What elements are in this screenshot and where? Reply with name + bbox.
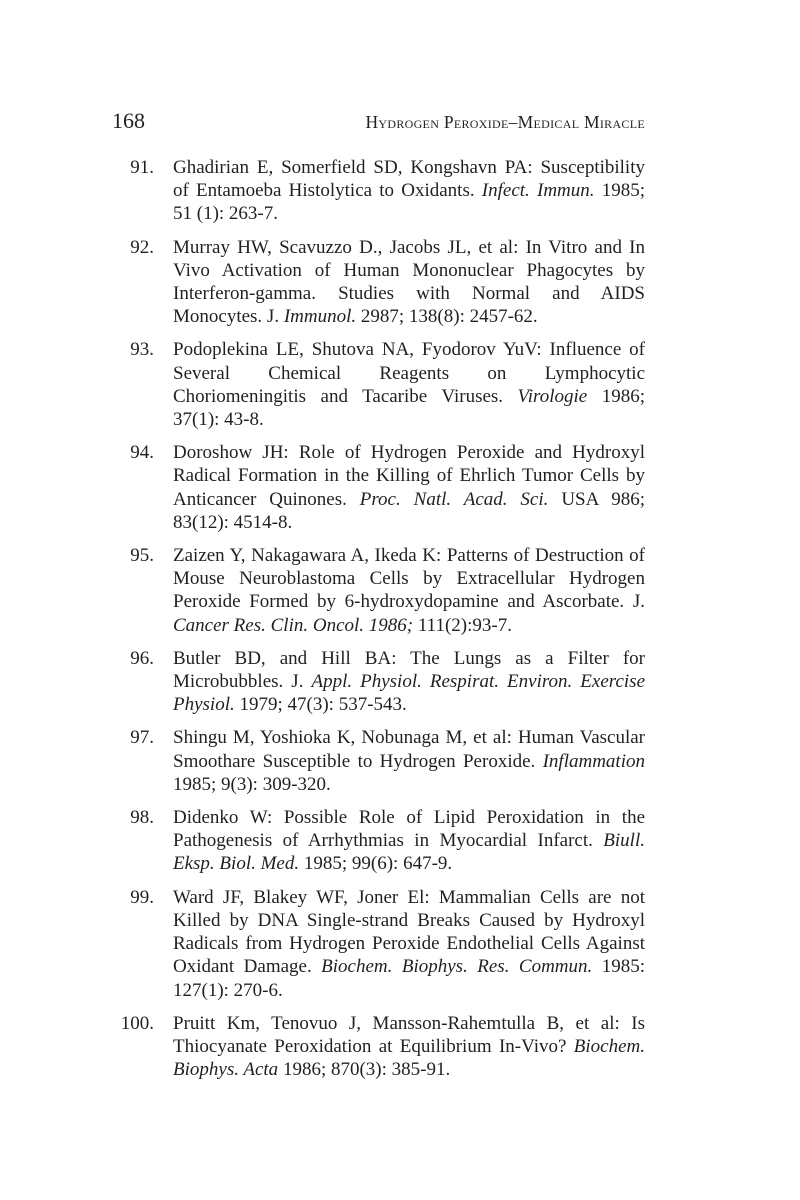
reference-text <box>173 1013 645 1080</box>
reference-item <box>108 1012 645 1082</box>
reference-number: 93. <box>130 339 154 361</box>
reference-journal: Immunol. <box>283 306 357 328</box>
running-title: Hydrogen Peroxide–Medical Miracle <box>365 112 645 132</box>
reference-segment: 1985; 99(6): 647-9. <box>299 853 453 875</box>
reference-item <box>108 338 645 431</box>
reference-item <box>108 441 645 534</box>
reference-segment: Shingu M, Yoshioka K, Nobunaga M, et al: Human Vascular Smoothare Susceptible to Hydrogen Peroxide. <box>173 727 645 772</box>
reference-segment: Zaizen Y, Nakagawara A, Ikeda K: Patterns of Destruction of Mouse Neuroblastoma Cells by Extracellular Hydrogen Peroxide Formed by 6-hydroxydopamine and Ascorbate. J. <box>173 545 645 613</box>
reference-text <box>173 545 645 636</box>
reference-journal: Biull. Eksp. Biol. Med. <box>173 830 645 875</box>
reference-text <box>173 157 645 224</box>
reference-text <box>173 887 645 1001</box>
reference-item <box>108 806 645 876</box>
reference-journal: Appl. Physiol. Respirat. Environ. Exercise Physiol. <box>173 671 645 716</box>
reference-number: 91. <box>130 157 154 178</box>
reference-segment: 1985; 9(3): 309-320. <box>173 773 331 795</box>
reference-segment: 111(2):93-7. <box>413 614 512 636</box>
reference-journal: Cancer Res. Clin. Oncol. 1986; <box>173 614 414 636</box>
reference-number: 98. <box>130 807 154 829</box>
reference-journal: Biochem. Biophys. Acta <box>173 1035 645 1081</box>
reference-segment: 1985: 127(1): 270-6. <box>173 956 645 1001</box>
reference-text <box>173 237 645 328</box>
reference-segment: Butler BD, and Hill BA: The Lungs as a Filter for Microbubbles. J. <box>173 647 645 693</box>
reference-segment: Murray HW, Scavuzzo D., Jacobs JL, et al: In Vitro and In Vivo Activation of Human Mononuclear Phagocytes by Interferon-gamma. Studies with Normal and AIDS Monocytes. J. <box>173 236 645 328</box>
reference-journal: Infect. Immun. <box>481 180 595 202</box>
reference-journal: Proc. Natl. Acad. Sci. <box>359 488 549 510</box>
reference-text <box>173 648 645 715</box>
reference-number: 95. <box>130 545 154 567</box>
reference-list <box>108 156 645 1091</box>
reference-segment: Ward JF, Blakey WF, Joner El: Mammalian Cells are not Killed by DNA Single-strand Breaks Caused by Hydroxyl Radicals from Hydrogen Peroxide Endothelial Cells Against Oxidant Damage. <box>173 886 645 978</box>
reference-item <box>108 544 645 637</box>
reference-number: 97. <box>130 727 154 749</box>
reference-segment: 1986; 37(1): 43-8. <box>173 385 645 431</box>
reference-journal: Biochem. Biophys. Res. Commun. <box>321 956 593 978</box>
reference-item <box>108 647 645 717</box>
reference-number: 100. <box>120 1012 154 1034</box>
reference-number: 96. <box>130 647 154 669</box>
reference-segment: Ghadirian E, Somerfield SD, Kongshavn PA: Susceptibility of Entamoeba Histolytica to Oxidants. <box>173 157 645 202</box>
reference-text <box>173 807 645 874</box>
reference-segment: Doroshow JH: Role of Hydrogen Peroxide and Hydroxyl Radical Formation in the Killing of Ehrlich Tumor Cells by Anticancer Quinones. <box>173 442 645 510</box>
running-head <box>112 106 645 136</box>
reference-item <box>108 156 645 226</box>
reference-segment: USA 986; 83(12): 4514-8. <box>173 488 645 533</box>
page-number: 168 <box>112 108 145 133</box>
reference-number: 94. <box>130 442 154 464</box>
reference-text <box>173 339 645 430</box>
reference-segment: Didenko W: Possible Role of Lipid Peroxidation in the Pathogenesis of Arrhythmias in Myocardial Infarct. <box>173 807 645 852</box>
reference-text <box>173 727 645 794</box>
reference-segment: Pruitt Km, Tenovuo J, Mansson-Rahemtulla B, et al: Is Thiocyanate Peroxidation at Equilibrium In-Vivo? <box>173 1012 645 1057</box>
reference-segment: Podoplekina LE, Shutova NA, Fyodorov YuV: Influence of Several Chemical Reagents on Lymphocytic Choriomeningitis and Tacaribe Viruses. <box>173 339 645 407</box>
reference-segment: 2987; 138(8): 2457-62. <box>356 306 538 328</box>
reference-journal: Inflammation <box>542 750 645 772</box>
reference-number: 92. <box>130 236 154 258</box>
reference-number: 99. <box>130 886 154 908</box>
reference-segment: 1979; 47(3): 537-543. <box>234 694 407 716</box>
reference-segment: 1986; 870(3): 385-91. <box>278 1059 451 1081</box>
reference-journal: Virologie <box>517 385 588 407</box>
reference-segment: 1985; 51 (1): 263-7. <box>173 180 645 225</box>
reference-item <box>108 726 645 796</box>
reference-item <box>108 886 645 1002</box>
reference-text <box>173 442 645 533</box>
reference-item <box>108 236 645 329</box>
